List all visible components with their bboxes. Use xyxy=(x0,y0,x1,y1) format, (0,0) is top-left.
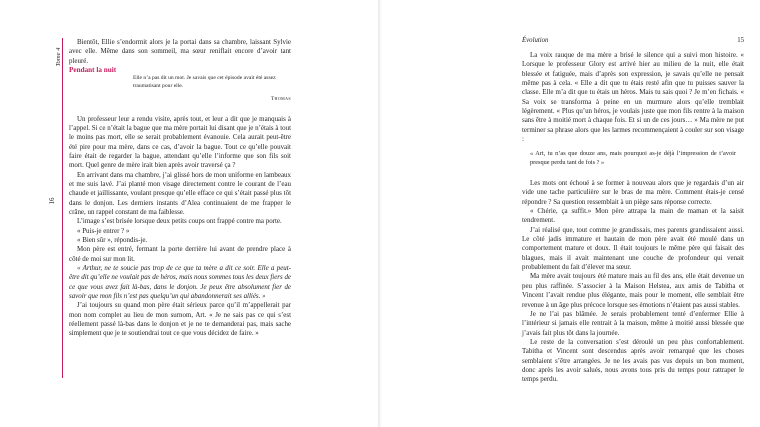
body-paragraph: Un professeur leur a rendu visite, après tout, et leur a dit que je manquais à l’appel. Si ce n’était la bague que ma mère portait lui disant que je n’étais à tout le moins pas mort, elle se serait probablement évanouie. Cela aurait peut-être été pire pour ma mère, dans ce cas, d’avoir la bague. Tout ce qu’elle pouvait faire était de regarder la bague, attendant qu’elle l’informe que son fils soit mort. Quel genre de mère irait bien après avoir traversé ça ? xyxy=(69,114,291,170)
body-paragraph: Je ne l’ai pas blâmée. Je serais probablement tenté d’enfermer Ellie à l’intérieur si jamais elle rentrait à la maison, même à moitié aussi blessée que j’avais fait plus tôt dans la journée. xyxy=(522,309,744,337)
body-paragraph: J’ai toujours su quand mon père était sérieux parce qu’il m’appellerait par mon nom complet au lieu de mon surnom, Art. « Je ne sais pas ce qui s’est réellement passé là-bas dans le donjon et je ne te demanderai pas, mais sache simplement que je te soutiendrai tout ce que vous décidez de faire. » xyxy=(69,301,291,338)
running-header xyxy=(522,37,744,47)
body-paragraph: J’ai réalisé que, tout comme je grandissais, mes parents grandissaient aussi. Le côté jadis immature et hautain de mon père avait été moulé dans un comportement mature et doux. Il était toujours le même père qui faisait des blagues, mais il avait maintenant une couche de profondeur qui venait probablement du fait d’élever ma sœur. xyxy=(522,225,744,272)
right-page-number: 15 xyxy=(737,37,744,44)
left-text-column xyxy=(69,38,291,339)
right-text-column xyxy=(522,51,744,385)
section-title: Pendant la nuit xyxy=(69,66,117,75)
italic-dialogue-paragraph: « Arthur, ne te soucie pas trop de ce que ta mère a dit ce soir. Elle a peut-être dit qu’elle ne voulait pas de héros, mais nous sommes tous les deux fiers de ce que vous avez fait là-bas, dans le donjon. Je peux être absolument fier de savoir que mon fils n’est pas quelqu’un qui abandonnerait ses alliés. » xyxy=(69,264,291,301)
epigraph-author: Thomas xyxy=(270,96,291,103)
opening-paragraph: Bientôt, Ellie s’endormit alors je la portai dans sa chambre, laissant Sylvie avec elle. Même dans son sommeil, ma sœur reniflait encore d’avoir tant pleuré. xyxy=(69,38,291,65)
left-page-number: 16 xyxy=(48,197,56,205)
body-paragraph: Le reste de la conversation s’est déroulé un peu plus confortablement. Tabitha et Vincent sont descendus après avoir remarqué que les choses semblaient s’être arrangées. Je ne les avais pas vus depuis un bon moment, donc après les avoir salués, nous avons tous pris du temps pour rattraper le temps perdu. xyxy=(522,337,744,384)
margin-accent-rule xyxy=(62,38,63,378)
dialogue-line: « Puis-je entrer ? » xyxy=(77,226,130,235)
body-paragraph: Ma mère avait toujours été mature mais au fil des ans, elle était devenue un peu plus raffinée. S’associer à la Maison Helstea, aux amis de Tabitha et Vincent l’avait rendue plus élégante, mais pour le moment, elle semblait être revenue à un âge plus précoce lorsque ses émotions n’étaient pas aussi stables. xyxy=(522,272,744,309)
epigraph-text: Elle n’a pas dit un mot. Je savais que cet épisode avait été assez traumatisant pour elle. xyxy=(133,75,276,89)
tome-label: Tome 4 xyxy=(55,47,62,67)
body-paragraph: La voix rauque de ma mère a brisé le silence qui a suivi mon histoire. « Lorsque le professeur Glory est arrivé hier au milieu de la nuit, elle était blessée et fatiguée, mais d’après son expression, je savais qu’elle ne pensait même pas à cela. « Elle a dit que tu étais resté afin que tu puisses sauver la classe. Elle m’a dit que tu étais un héros. Mais tu sais quoi ? Je m’en fichais. « Sa voix se transforma à peine en un murmure alors qu’elle tremblait légèrement. « Plus qu’un héros, je voulais juste que mon fils rentre à la maison sans être à moitié mort à chaque fois. Et si un de ces jours… » Ma mère ne put terminer sa phrase alors que les larmes recommençaient à couler sur son visage : xyxy=(522,51,744,144)
running-title: Évolution xyxy=(522,37,549,44)
body-paragraph: En arrivant dans ma chambre, j’ai glissé hors de mon uniforme en lambeaux et me suis lavé. J’ai planté mon visage directement contre le courant de l’eau chaude et jaillissante, voulant presque qu’elle efface ce qui s’était passé plus tôt dans le donjon. Les derniers instants d’Alea continuaient de me frapper le crâne, un rappel constant de ma faiblesse. xyxy=(69,170,291,216)
dialogue-line: « Bien sûr », répondis-je. xyxy=(77,236,148,244)
body-paragraph: L’image s’est brisée lorsque deux petits coups ont frappé contre ma porte. xyxy=(77,217,282,226)
body-paragraph: Les mots ont échoué à se former à nouveau alors que je regardais d’un air vide une tache particulière sur le bras de ma mère. Comment étais-je censé répondre ? Sa question ressemblait à un piège sans réponse correcte. xyxy=(522,179,744,206)
body-paragraph: Mon père est entré, fermant la porte derrière lui avant de prendre place à côté de moi sur mon lit. xyxy=(69,245,291,263)
body-paragraph: « Chérie, ça suffit.» Mon père attrapa la main de maman et la saisit tendrement. xyxy=(522,207,744,225)
left-page xyxy=(0,0,378,427)
block-quote: « Art, tu n’as que douze ans, mais pourquoi as-je déjà l’impression de t’avoir presque perdu tant de fois ? » xyxy=(530,150,736,166)
